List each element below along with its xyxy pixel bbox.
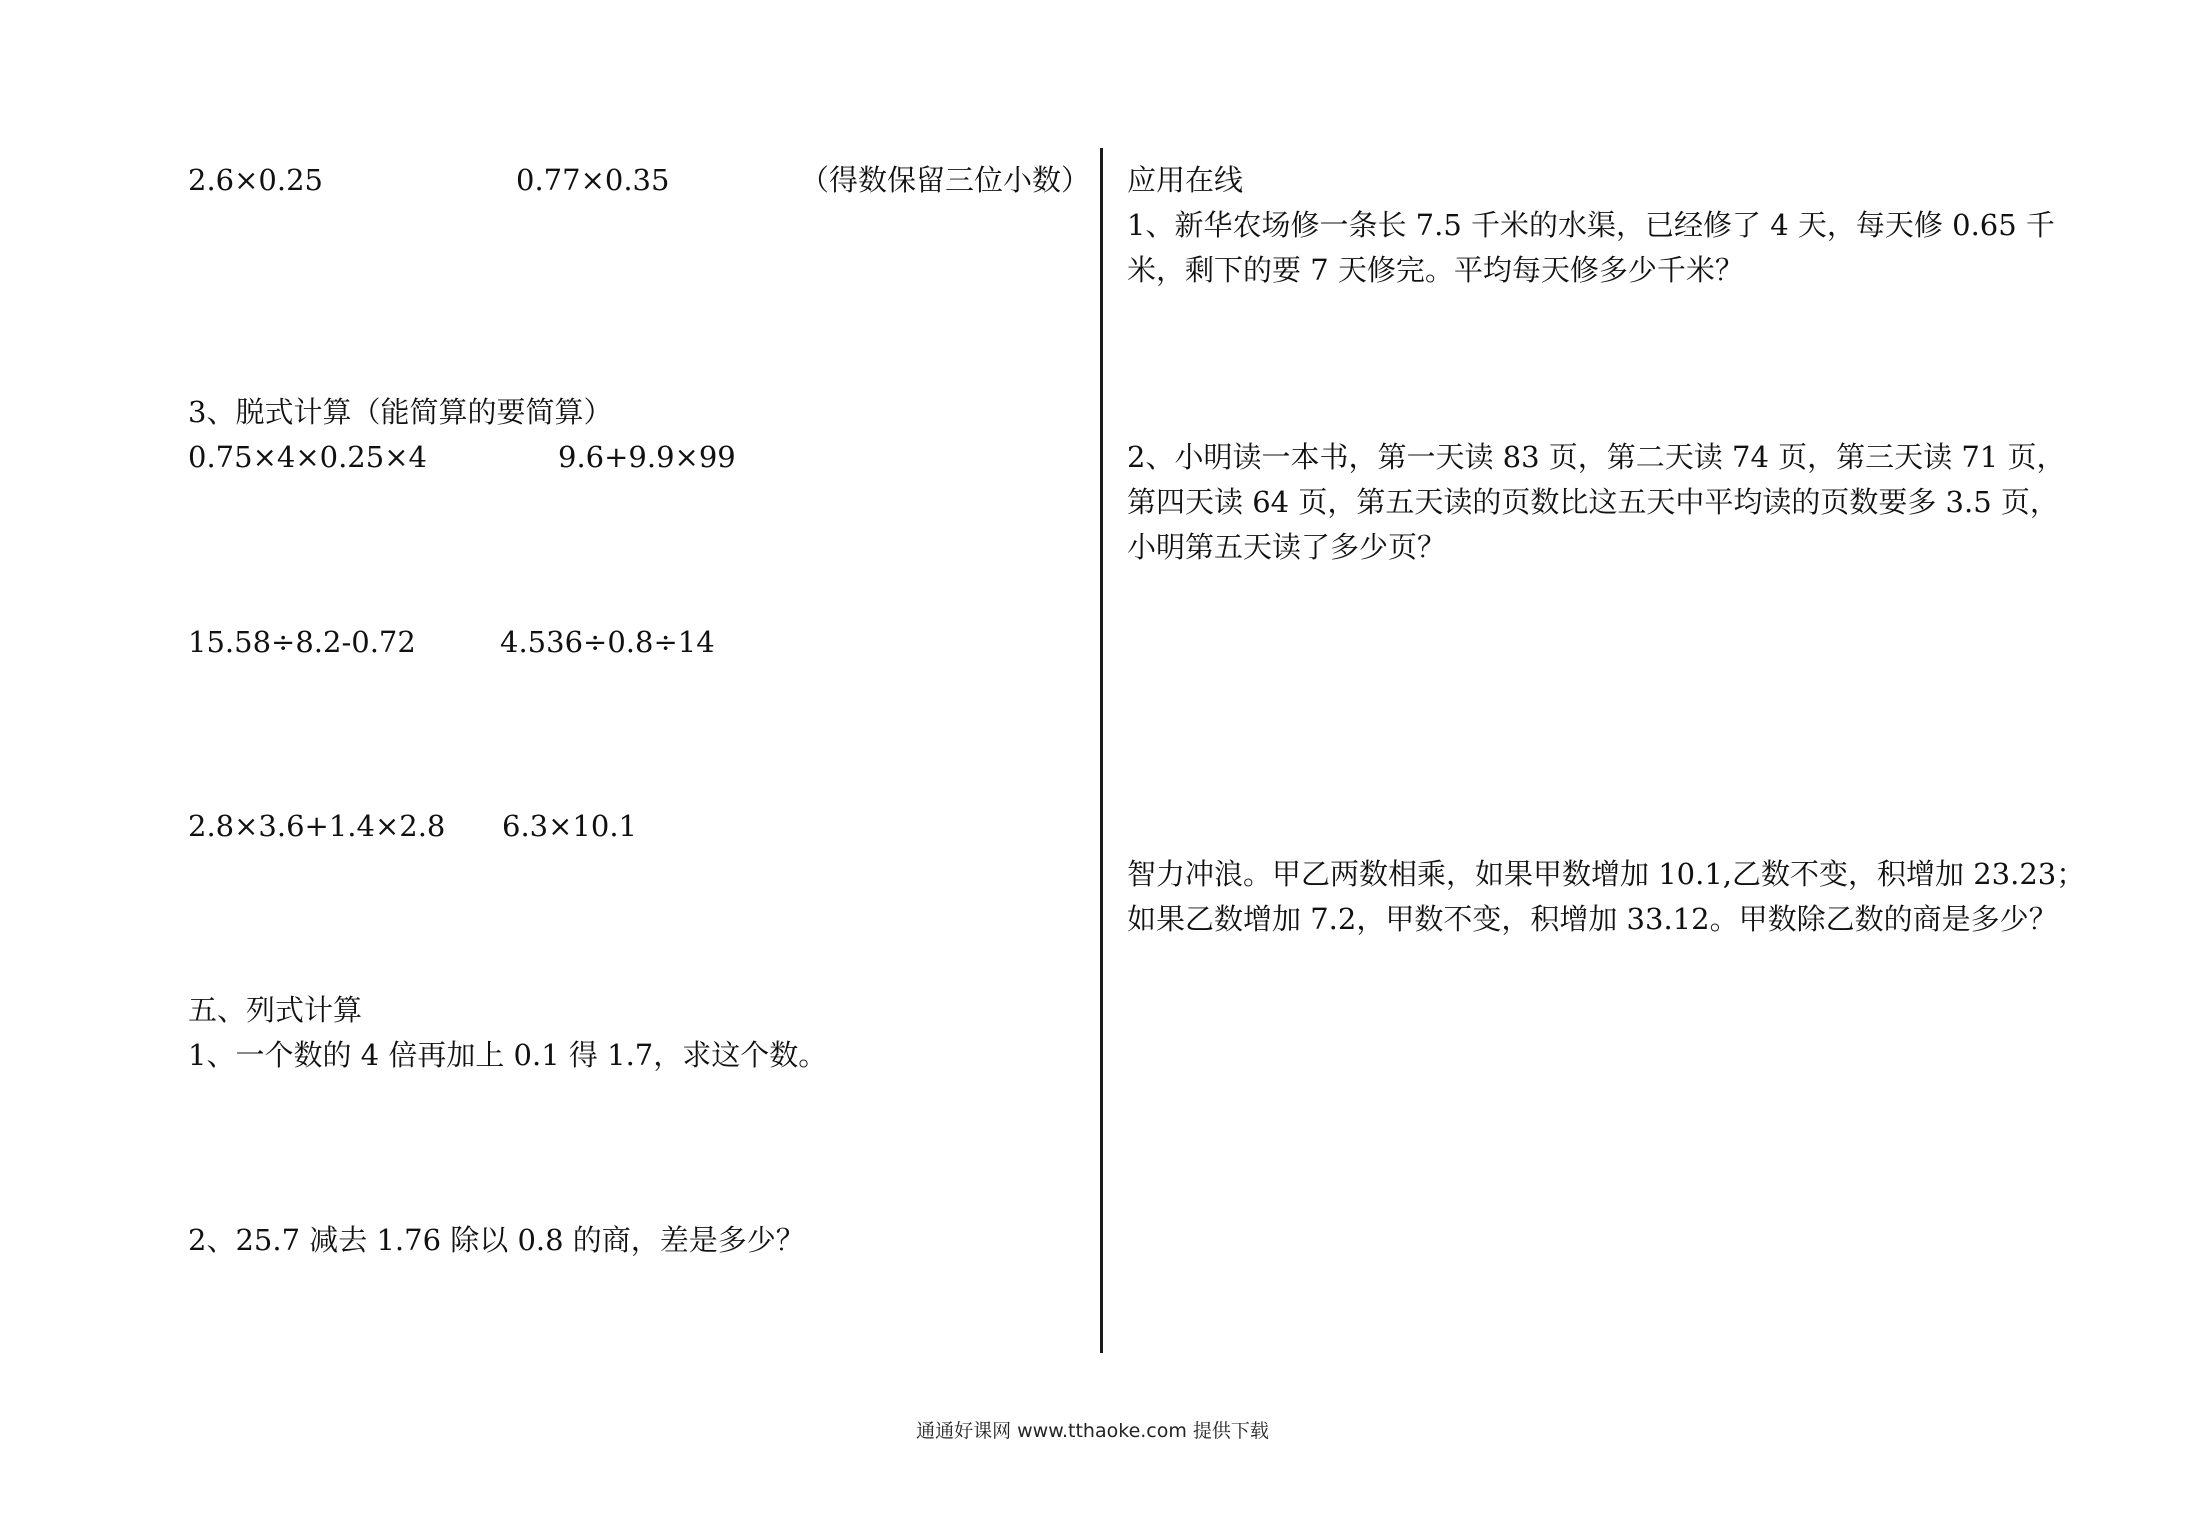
application-q1-line1: 1、新华农场修一条长 7.5 千米的水渠，已经修了 4 天，每天修 0.65 千 bbox=[1127, 208, 2055, 242]
section-3-expr-1a: 0.75×4×0.25×4 bbox=[188, 440, 427, 474]
application-q1-line2: 米，剩下的要 7 天修完。平均每天修多少千米？ bbox=[1127, 253, 1744, 287]
rounding-note: （得数保留三位小数） bbox=[800, 163, 1091, 197]
section-5-question-1: 1、一个数的 4 倍再加上 0.1 得 1.7，求这个数。 bbox=[188, 1038, 828, 1072]
footer-credit: 通通好课网 www.tthaoke.com 提供下载 bbox=[916, 1420, 1269, 1442]
calc-expr-2-6x0-25: 2.6×0.25 bbox=[188, 163, 323, 197]
application-heading: 应用在线 bbox=[1127, 163, 1244, 197]
section-3-expr-3b: 6.3×10.1 bbox=[502, 809, 637, 843]
column-divider bbox=[1100, 148, 1103, 1353]
section-3-heading: 3、脱式计算（能简算的要简算） bbox=[188, 395, 613, 429]
challenge-line1: 智力冲浪。甲乙两数相乘，如果甲数增加 10.1,乙数不变，积增加 23.23； bbox=[1127, 857, 2086, 891]
application-q2-line2: 第四天读 64 页，第五天读的页数比这五天中平均读的页数要多 3.5 页， bbox=[1127, 485, 2059, 519]
section-5-question-2: 2、25.7 减去 1.76 除以 0.8 的商，差是多少？ bbox=[188, 1223, 805, 1257]
application-q2-line1: 2、小明读一本书，第一天读 83 页，第二天读 74 页，第三天读 71 页， bbox=[1127, 440, 2066, 474]
section-3-expr-2a: 15.58÷8.2-0.72 bbox=[188, 625, 416, 659]
calc-expr-0-77x0-35: 0.77×0.35 bbox=[516, 163, 670, 197]
section-3-expr-3a: 2.8×3.6+1.4×2.8 bbox=[188, 809, 446, 843]
section-3-expr-1b: 9.6+9.9×99 bbox=[558, 440, 736, 474]
challenge-line2: 如果乙数增加 7.2，甲数不变，积增加 33.12。甲数除乙数的商是多少？ bbox=[1127, 902, 2058, 936]
section-5-heading: 五、列式计算 bbox=[188, 993, 363, 1027]
section-3-expr-2b: 4.536÷0.8÷14 bbox=[500, 625, 715, 659]
application-q2-line3: 小明第五天读了多少页？ bbox=[1127, 530, 1447, 564]
